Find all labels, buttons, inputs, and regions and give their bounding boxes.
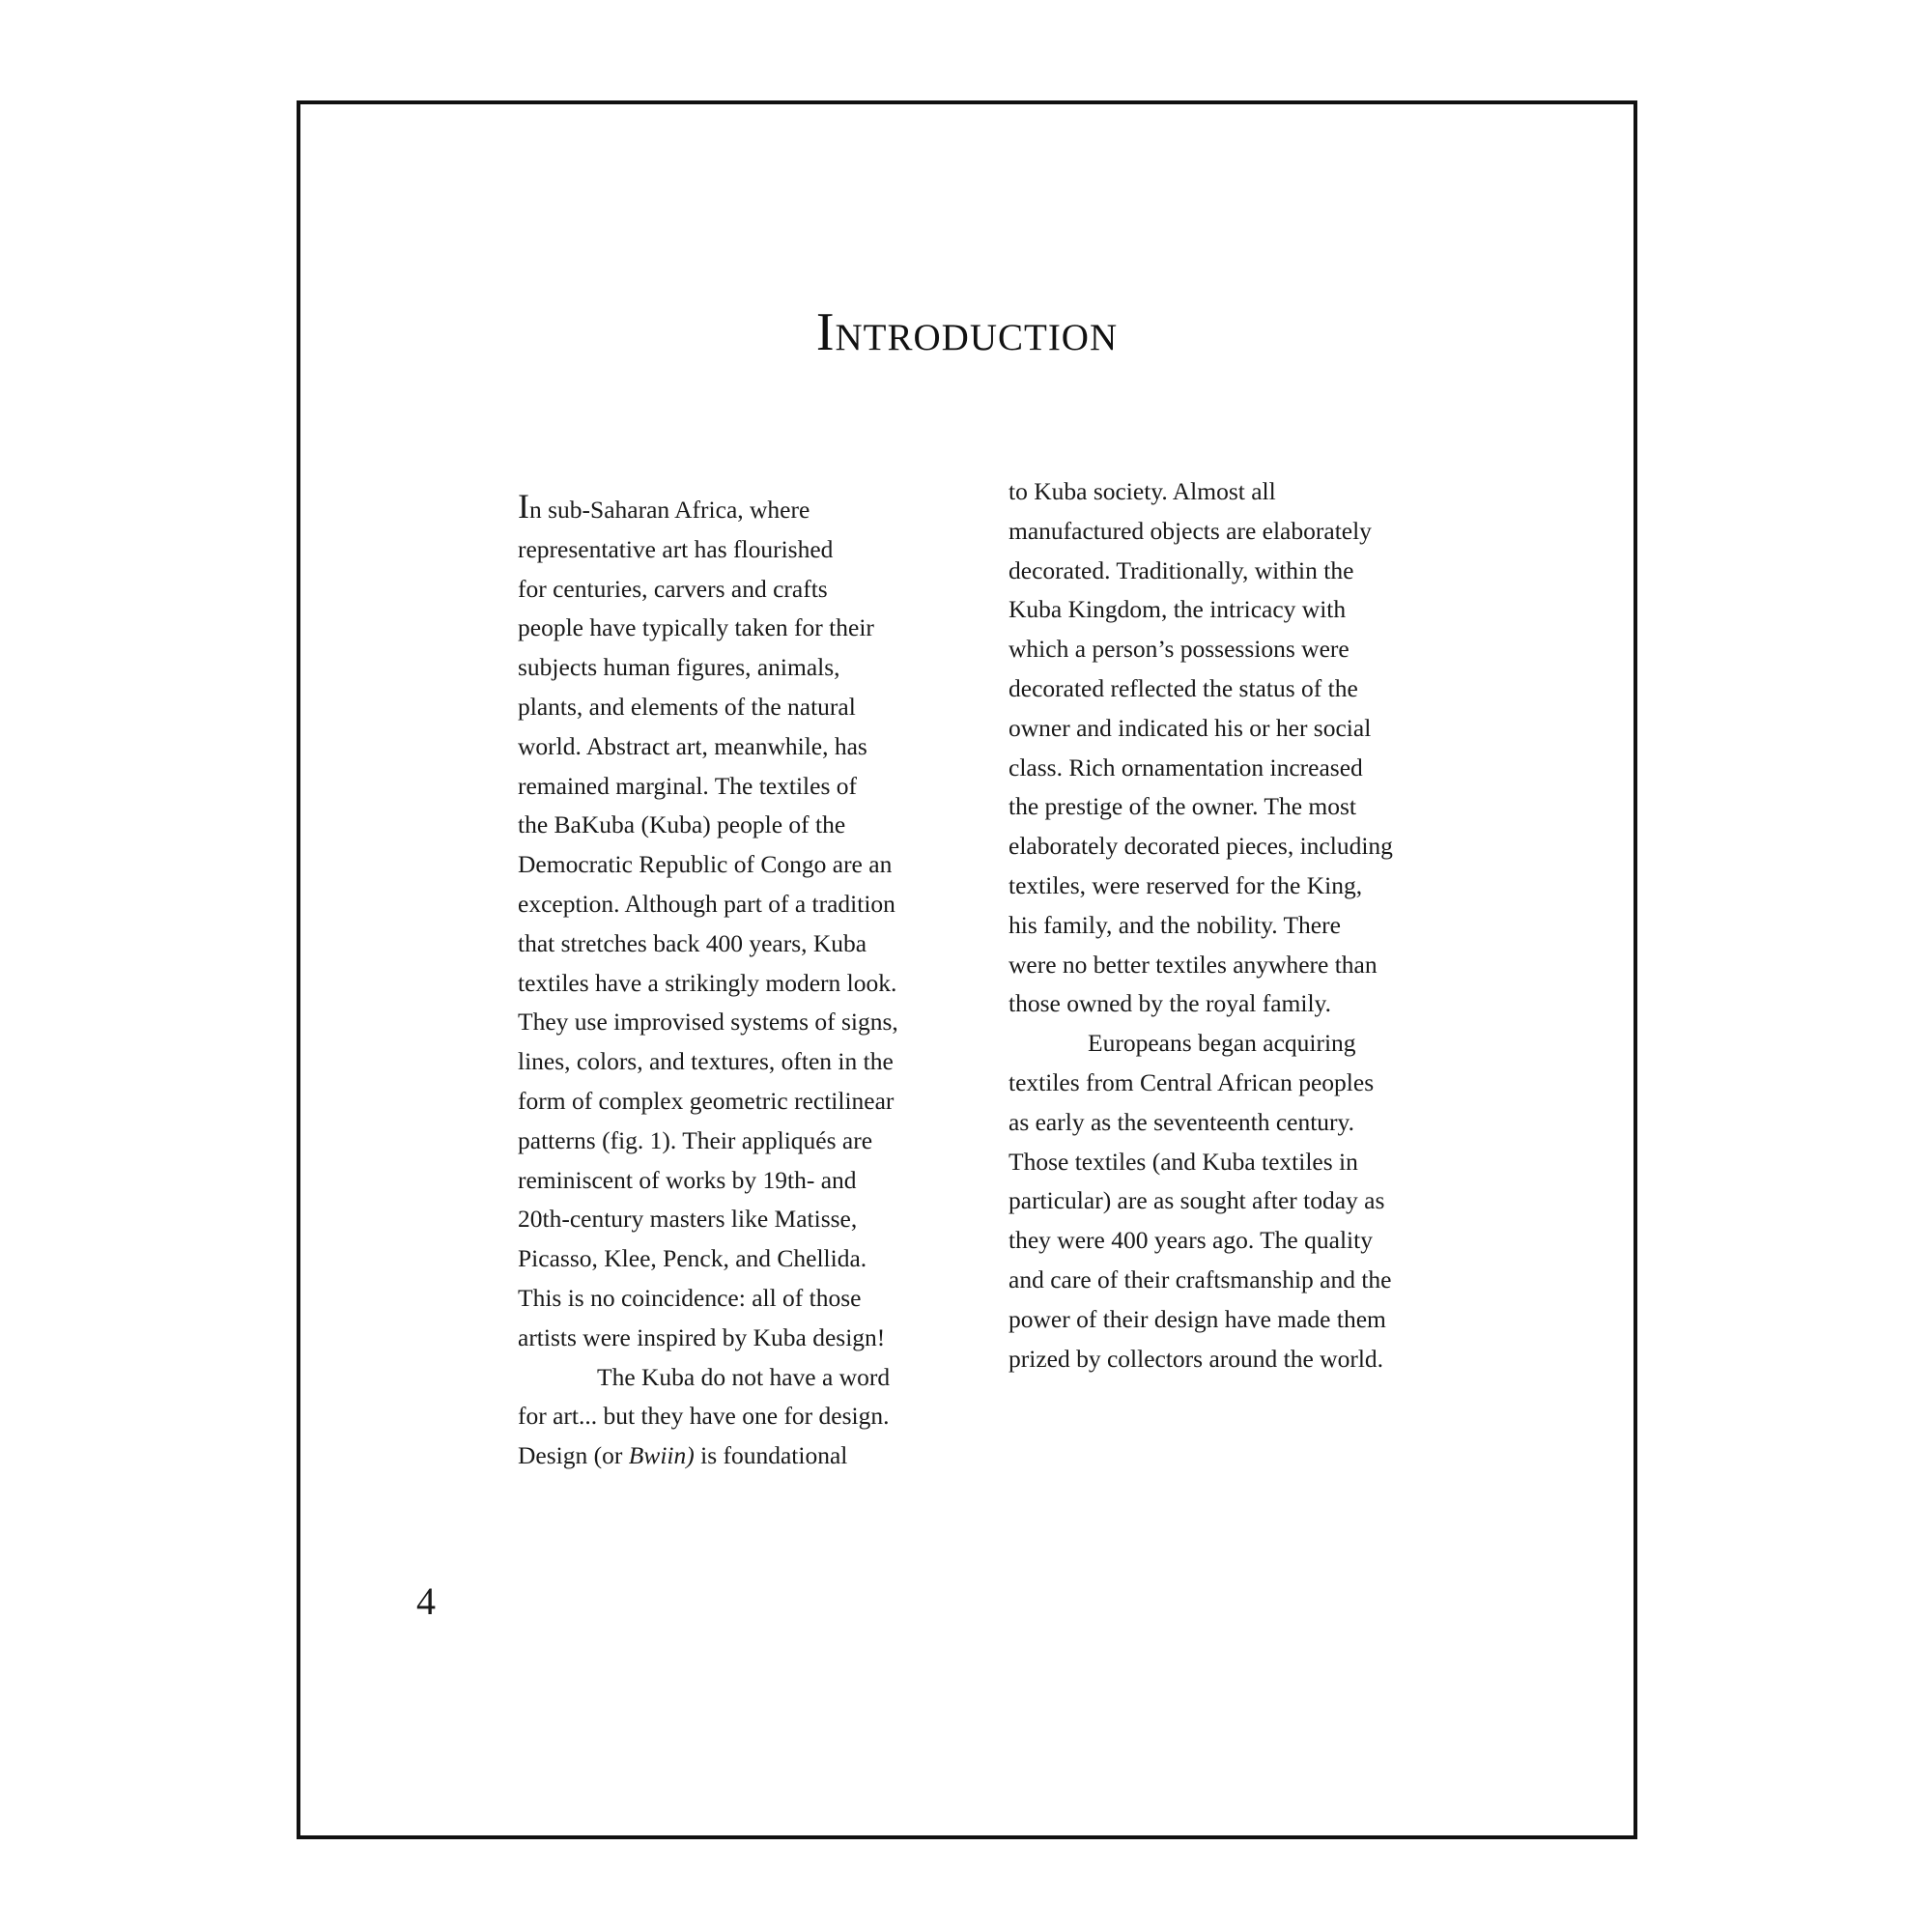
drop-cap: I xyxy=(518,487,529,526)
text-line: reminiscent of works by 19th- and xyxy=(518,1165,857,1194)
text-line: remained marginal. The textiles of xyxy=(518,771,857,800)
text-line: were no better textiles anywhere than xyxy=(1009,950,1378,979)
text-line xyxy=(518,1436,943,1476)
text-line: decorated reflected the status of the xyxy=(1009,673,1358,702)
text-line: exception. Although part of a tradition xyxy=(518,889,895,918)
text-line xyxy=(518,487,943,530)
text-line: lines, colors, and textures, often in the xyxy=(518,1047,894,1076)
text-line: that stretches back 400 years, Kuba xyxy=(518,928,867,957)
text-line: world. Abstract art, meanwhile, has xyxy=(518,731,867,760)
text-line: owner and indicated his or her social xyxy=(1009,713,1372,742)
text-line: class. Rich ornamentation increased xyxy=(1009,753,1363,781)
text-line: The Kuba do not have a word xyxy=(597,1362,891,1391)
text-line: people have typically taken for their xyxy=(518,613,874,642)
text-line: Those textiles (and Kuba textiles in xyxy=(1009,1147,1358,1176)
text-line: plants, and elements of the natural xyxy=(518,692,856,721)
text-line: patterns (fig. 1). Their appliqués are xyxy=(518,1125,873,1154)
text-line: the prestige of the owner. The most xyxy=(1009,792,1356,821)
text-line: decorated. Traditionally, within the xyxy=(1009,555,1354,584)
text-line: the BaKuba (Kuba) people of the xyxy=(518,810,846,839)
text-line: prized by collectors around the world. xyxy=(1009,1344,1384,1373)
text-line: which a person’s possessions were xyxy=(1009,635,1350,664)
text-line: they were 400 years ago. The quality xyxy=(1009,1226,1373,1255)
document-page xyxy=(297,100,1637,1839)
text-line: manufactured objects are elaborately xyxy=(1009,516,1372,545)
text-line: textiles, were reserved for the King, xyxy=(1009,870,1363,899)
text-line: particular) are as sought after today as xyxy=(1009,1186,1385,1215)
italic-term: Bwiin) xyxy=(628,1441,695,1470)
text-line: his family, and the nobility. There xyxy=(1009,910,1341,939)
text-line: form of complex geometric rectilinear xyxy=(518,1086,895,1115)
text-line: This is no coincidence: all of those xyxy=(518,1283,862,1312)
text-line-content: n sub-Saharan Africa, where xyxy=(529,496,810,524)
text-line: artists were inspired by Kuba design! xyxy=(518,1322,886,1351)
text-line: power of their design have made them xyxy=(1009,1304,1386,1333)
text-line: to Kuba society. Almost all xyxy=(1009,477,1276,505)
text-line-start: Design (or xyxy=(518,1441,629,1470)
text-line: for art... but they have one for design. xyxy=(518,1402,890,1431)
text-line: They use improvised systems of signs, xyxy=(518,1008,898,1037)
text-line: textiles have a strikingly modern look. xyxy=(518,968,897,997)
text-line: 20th-century masters like Matisse, xyxy=(518,1205,858,1234)
text-line: Democratic Republic of Congo are an xyxy=(518,850,893,879)
text-line: subjects human figures, animals, xyxy=(518,653,840,682)
text-line: elaborately decorated pieces, including xyxy=(1009,832,1393,861)
text-line: and care of their craftsmanship and the xyxy=(1009,1264,1392,1293)
text-line: those owned by the royal family. xyxy=(1009,989,1332,1018)
page-number: 4 xyxy=(416,1579,436,1623)
text-line: representative art has flourished xyxy=(518,534,834,563)
page-title: Introduction xyxy=(815,302,1119,362)
right-text-column xyxy=(1009,472,1453,1378)
left-text-column xyxy=(518,487,943,1476)
text-line: for centuries, carvers and crafts xyxy=(518,574,828,603)
text-line: as early as the seventeenth century. xyxy=(1009,1107,1355,1136)
text-line: Kuba Kingdom, the intricacy with xyxy=(1009,595,1347,624)
text-line: textiles from Central African peoples xyxy=(1009,1067,1375,1096)
text-line: Picasso, Klee, Penck, and Chellida. xyxy=(518,1244,867,1273)
text-line-end: is foundational xyxy=(694,1441,848,1470)
text-line: Europeans began acquiring xyxy=(1088,1029,1356,1058)
